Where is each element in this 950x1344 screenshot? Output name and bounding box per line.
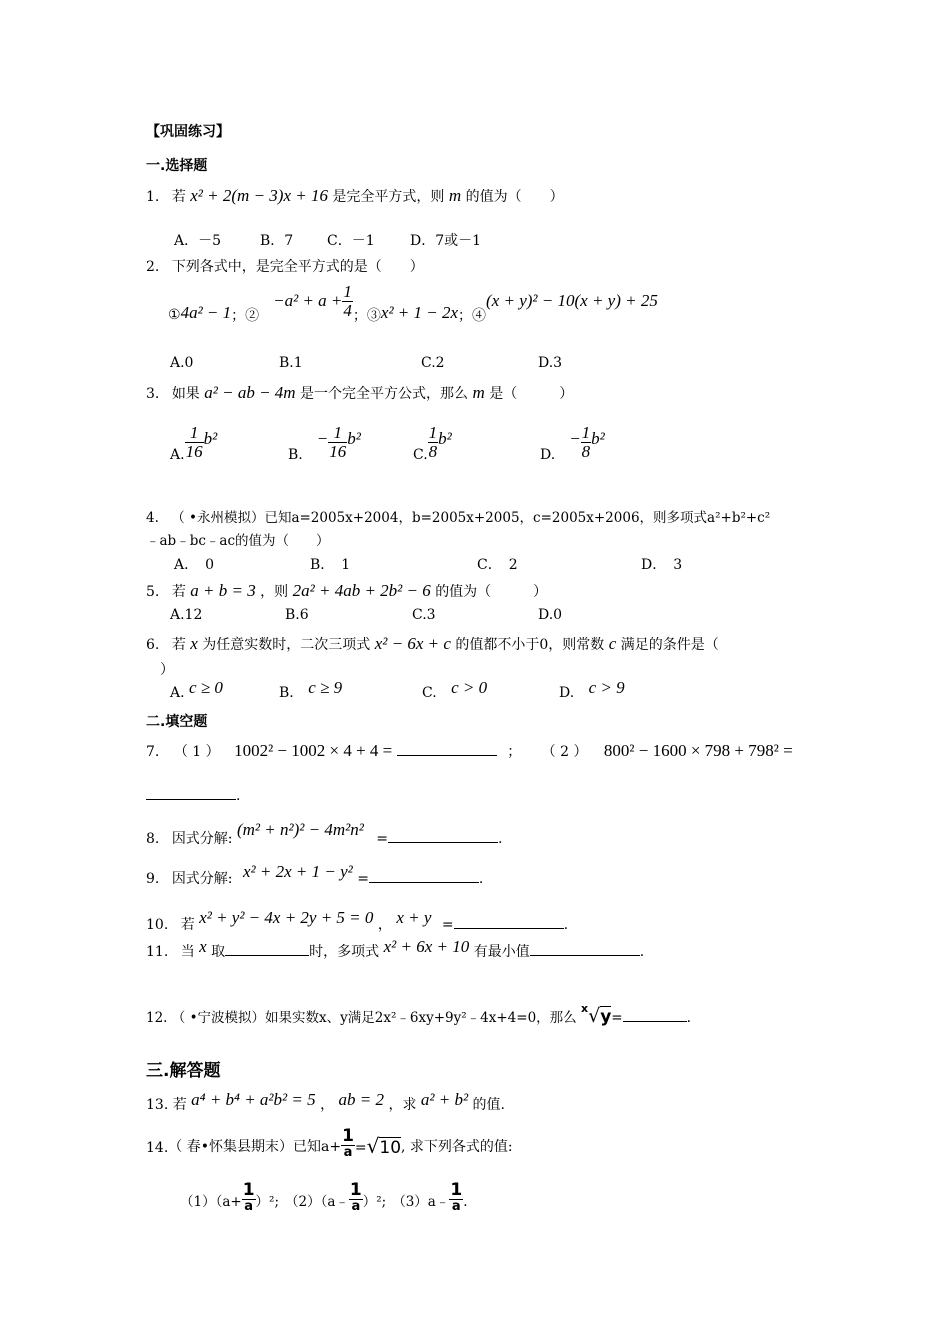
q3-option-b: B. − $\frac{1}{16}$ b²: [288, 423, 361, 463]
question-10: 10. 若 x² + y² − 4x + 2y + 5 = 0 ， x + y = .: [146, 908, 569, 933]
fraction: $\frac{1}{8}$: [581, 423, 591, 461]
q6-option-d: D. c > 9: [559, 678, 625, 701]
answer-blank[interactable]: [369, 882, 479, 883]
question-number: 2.: [146, 259, 160, 275]
q4-option-d: D． 3: [641, 557, 683, 573]
answer-blank[interactable]: [225, 955, 309, 956]
math-expression: a⁴ + b⁴ + a²b² = 5: [191, 1090, 316, 1109]
math-expression: x² + 2x + 1 − y²: [242, 862, 353, 881]
q2-option-d: D.3: [538, 355, 563, 371]
fraction: $\frac{1}{a}$: [242, 1179, 255, 1215]
q6-option-c: C. c > 0: [422, 678, 488, 701]
question-7: 7. （ 1 ） 1002² − 1002 × 4 + 4 = ； （ 2 ） 800² − 1600 × 798 + 798² =: [146, 741, 793, 760]
math-expression: a² + b²: [420, 1090, 469, 1109]
fraction: $\frac{1}{16}$: [329, 423, 347, 461]
q1-option-c: C．－1: [327, 233, 375, 249]
q4-option-c: C． 2: [477, 557, 518, 573]
question-number: 14.: [146, 1140, 169, 1156]
question-2: 2. 下列各式中，是完全平方式的是（ ）: [146, 259, 424, 275]
q3-option-d: D. − $\frac{1}{8}$ b²: [540, 423, 605, 463]
math-expression: x² + y² − 4x + 2y + 5 = 0: [199, 908, 374, 927]
question-4-line2: ﹣ab﹣bc﹣ac的值为（ ）: [146, 533, 330, 549]
radical-sign: √: [366, 1134, 380, 1158]
q4-option-a: A． 0: [174, 557, 215, 573]
section-header-fill: 二.填空题: [146, 714, 208, 730]
answer-blank[interactable]: [623, 1021, 687, 1022]
answer-blank[interactable]: [530, 955, 640, 956]
question-number: 6.: [146, 637, 160, 653]
fraction: $\frac{1}{a}$: [349, 1179, 362, 1215]
q3-option-c: C. $\frac{1}{8}$ b²: [413, 423, 452, 463]
q4-option-b: B． 1: [310, 557, 351, 573]
answer-blank[interactable]: [397, 755, 497, 756]
question-3: 3. 如果 a² − ab − 4m 是一个完全平方公式，那么 m 是（ ）: [146, 383, 574, 402]
math-expression: 800² − 1600 × 798 + 798² =: [603, 741, 793, 760]
q6-option-b: B. c ≥ 9: [279, 678, 343, 701]
question-number: 1.: [146, 189, 160, 205]
math-expression: ab = 2: [338, 1090, 384, 1109]
question-6-line2: ）: [160, 662, 174, 678]
fraction: $\frac{1}{a}$: [450, 1179, 463, 1215]
question-14-parts: （1）（a+ $\frac{1}{a}$ ）²; （2）（a﹣ $\frac{1}{a}$ ）²; （3）a﹣ $\frac{1}{a}$ .: [180, 1179, 468, 1215]
question-5: 5. 若 a + b = 3 ，则 2a² + 4ab + 2b² − 6 的值为（ ）: [146, 581, 548, 600]
section-header-choice: 一.选择题: [146, 158, 208, 174]
q5-option-b: B.6: [285, 607, 309, 623]
math-expression: a + b = 3: [190, 581, 256, 600]
question-number: 9.: [146, 871, 160, 887]
q5-option-a: A.12: [170, 607, 203, 623]
math-expression: x² + 2(m − 3)x + 16: [190, 186, 328, 205]
q1-option-b: B．7: [260, 233, 294, 249]
math-expression: 1002² − 1002 × 4 + 4 =: [234, 741, 393, 760]
q5-option-c: C.3: [412, 607, 436, 623]
nth-root: $^x$√y: [580, 1002, 612, 1027]
radical-sign: √: [588, 1005, 601, 1027]
q3-option-a: A. $\frac{1}{16}$ b²: [170, 423, 218, 463]
q5-option-d: D.0: [538, 607, 563, 623]
math-expression: (m² + n²)² − 4m²n²: [236, 820, 364, 839]
question-7-line2: .: [146, 788, 240, 804]
question-8: 8. 因式分解: (m² + n²)² − 4m²n² = .: [146, 820, 503, 847]
answer-blank[interactable]: [454, 928, 564, 929]
question-number: 10.: [146, 917, 169, 933]
math-expression: x² − 6x + c: [374, 634, 451, 653]
section-header-solve: 三.解答题: [146, 1061, 221, 1081]
question-number: 13.: [146, 1097, 169, 1113]
question-1: 1. 若 x² + 2(m − 3)x + 16 是完全平方式，则 m 的值为（ ）: [146, 186, 564, 205]
question-number: 7.: [146, 744, 160, 760]
answer-blank[interactable]: [388, 842, 498, 843]
question-11: 11. 当 x 取 时，多项式 x² + 6x + 10 有最小值 .: [146, 937, 645, 960]
q2-option-c: C.2: [421, 355, 445, 371]
question-number: 3.: [146, 386, 160, 402]
q2-expressions: ① 4a² − 1 ；② −a² + a + $\frac{1}{4}$ ；③ x² + 1 − 2x ；④ (x + y)² − 10(x + y) + 25: [168, 281, 658, 324]
question-6: 6. 若 x 为任意实数时，二次三项式 x² − 6x + c 的值都不小于0，则常数 c 满足的条件是（: [146, 634, 719, 653]
math-expression: x + y: [396, 908, 432, 927]
q2-option-a: A.0: [170, 355, 194, 371]
question-13: 13. 若 a⁴ + b⁴ + a²b² = 5 ， ab = 2 ，求 a² + b² 的值.: [146, 1090, 505, 1113]
fraction: $\frac{1}{4}$: [343, 281, 352, 320]
question-number: 5.: [146, 584, 160, 600]
fraction: $\frac{1}{16}$: [185, 423, 203, 461]
q6-option-a: A. c ≥ 0: [170, 678, 223, 701]
question-9: 9. 因式分解: x² + 2x + 1 − y² = .: [146, 862, 484, 887]
math-expression: 2a² + 4ab + 2b² − 6: [292, 581, 431, 600]
question-14: 14. （ 春•怀集县期末）已知a+ $\frac{1}{a}$ = √ 10 , 求下列各式的值:: [146, 1125, 513, 1161]
math-expression: x² + 6x + 10: [383, 937, 470, 956]
answer-blank[interactable]: [146, 799, 236, 800]
question-number: 12.: [146, 1010, 168, 1026]
fraction: $\frac{1}{8}$: [428, 423, 438, 461]
fraction: $\frac{1}{a}$: [342, 1125, 354, 1161]
question-number: 4.: [146, 510, 159, 526]
q2-option-b: B.1: [279, 355, 303, 371]
math-expression: a² − ab − 4m: [204, 383, 296, 402]
question-4: 4. （ •永州模拟）已知a=2005x+2004，b=2005x+2005，c=2005x+2006，则多项式a²+b²+c²: [146, 510, 771, 526]
question-number: 8.: [146, 831, 160, 847]
question-number: 11.: [146, 944, 169, 960]
question-12: 12. （ •宁波模拟）如果实数x、y满足2x²﹣6xy+9y²﹣4x+4=0，那么 $^x$√y= .: [146, 1002, 691, 1027]
q1-option-a: A．－5: [174, 233, 222, 249]
practice-header: 【巩固练习】: [146, 124, 230, 140]
q1-option-d: D．7或－1: [410, 233, 482, 249]
